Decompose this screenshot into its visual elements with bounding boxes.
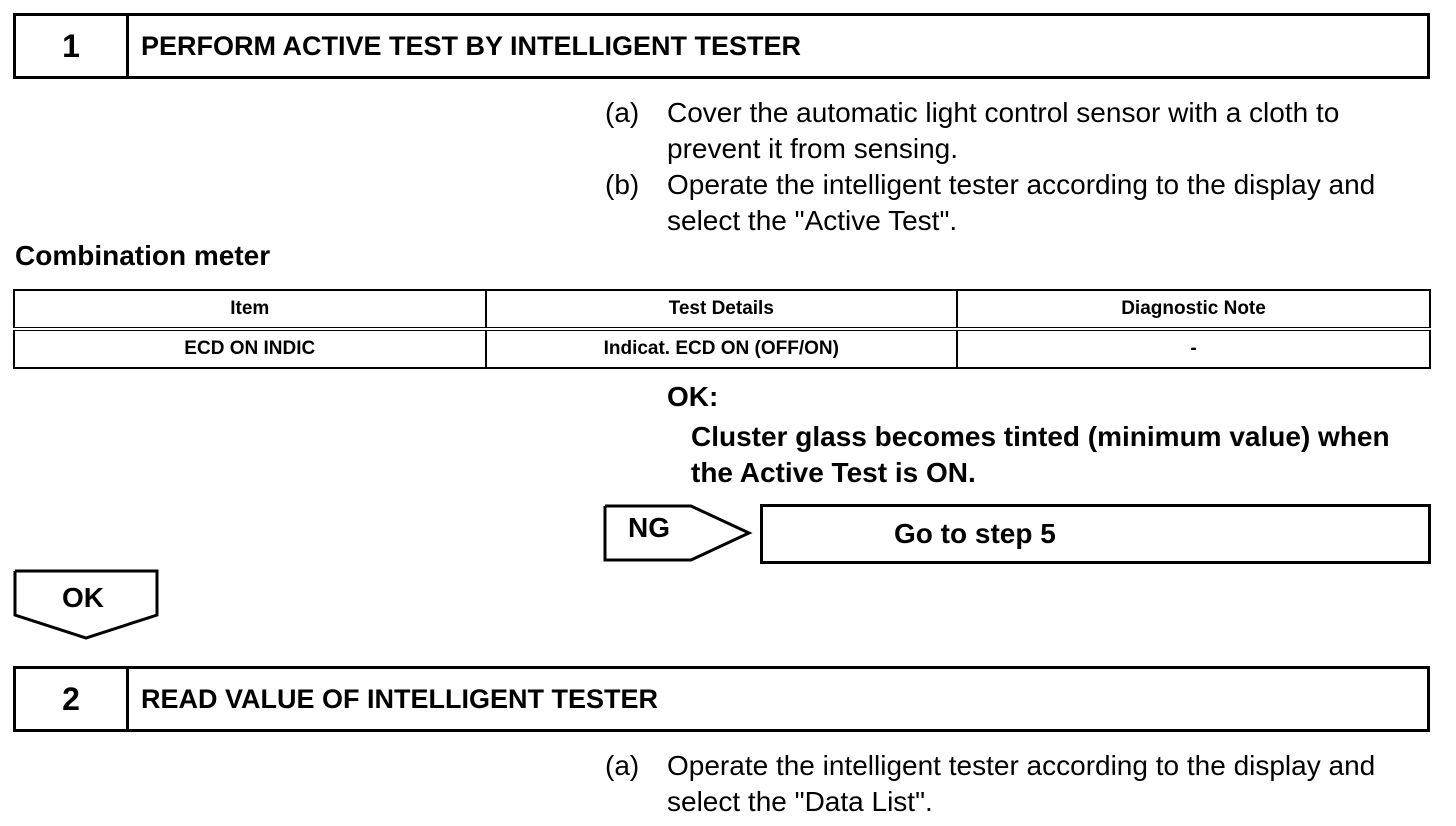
instruction-letter: (a) — [605, 97, 640, 128]
table-header-row — [14, 290, 1430, 329]
table-cell: Indicat. ECD ON (OFF/ON) — [486, 329, 958, 368]
step-2-header — [13, 666, 1430, 732]
table-cell: - — [957, 329, 1430, 368]
instruction-item — [605, 748, 1425, 820]
ng-arrow-icon — [603, 504, 753, 562]
step-1-header — [13, 13, 1430, 79]
section-title: Combination meter — [15, 240, 271, 271]
step-2-instructions — [605, 748, 1425, 820]
step-1-title: PERFORM ACTIVE TEST BY INTELLIGENT TESTER — [141, 30, 802, 61]
table-header-cell: Item — [14, 290, 486, 329]
goto-step-text: Go to step 5 — [894, 518, 1056, 549]
instruction-item — [605, 167, 1425, 239]
instruction-letter: (a) — [605, 750, 640, 781]
ok-criterion-text: Cluster glass becomes tinted (minimum value) when the Active Test is ON. — [691, 421, 1390, 488]
ng-label: NG — [628, 512, 670, 543]
table-header-cell: Diagnostic Note — [957, 290, 1430, 329]
active-test-table — [13, 289, 1431, 369]
instruction-text: Operate the intelligent tester according to the display and select the "Data List". — [667, 750, 1376, 817]
table-cell: ECD ON INDIC — [14, 329, 486, 368]
instruction-letter: (b) — [605, 169, 640, 200]
instruction-text: Cover the automatic light control sensor with a cloth to prevent it from sensing. — [667, 97, 1340, 164]
step-1-instructions — [605, 95, 1425, 239]
ok-arrow-label: OK — [62, 582, 104, 613]
instruction-item — [605, 95, 1425, 167]
goto-step-box — [760, 504, 1431, 564]
table-row — [14, 329, 1430, 368]
table-header-cell: Test Details — [486, 290, 958, 329]
ok-label: OK: — [667, 381, 719, 412]
step-2-number: 2 — [16, 669, 129, 729]
step-1-number: 1 — [16, 16, 129, 76]
step-2-title: READ VALUE OF INTELLIGENT TESTER — [141, 683, 659, 714]
instruction-text: Operate the intelligent tester according to the display and select the "Active Test". — [667, 169, 1376, 236]
